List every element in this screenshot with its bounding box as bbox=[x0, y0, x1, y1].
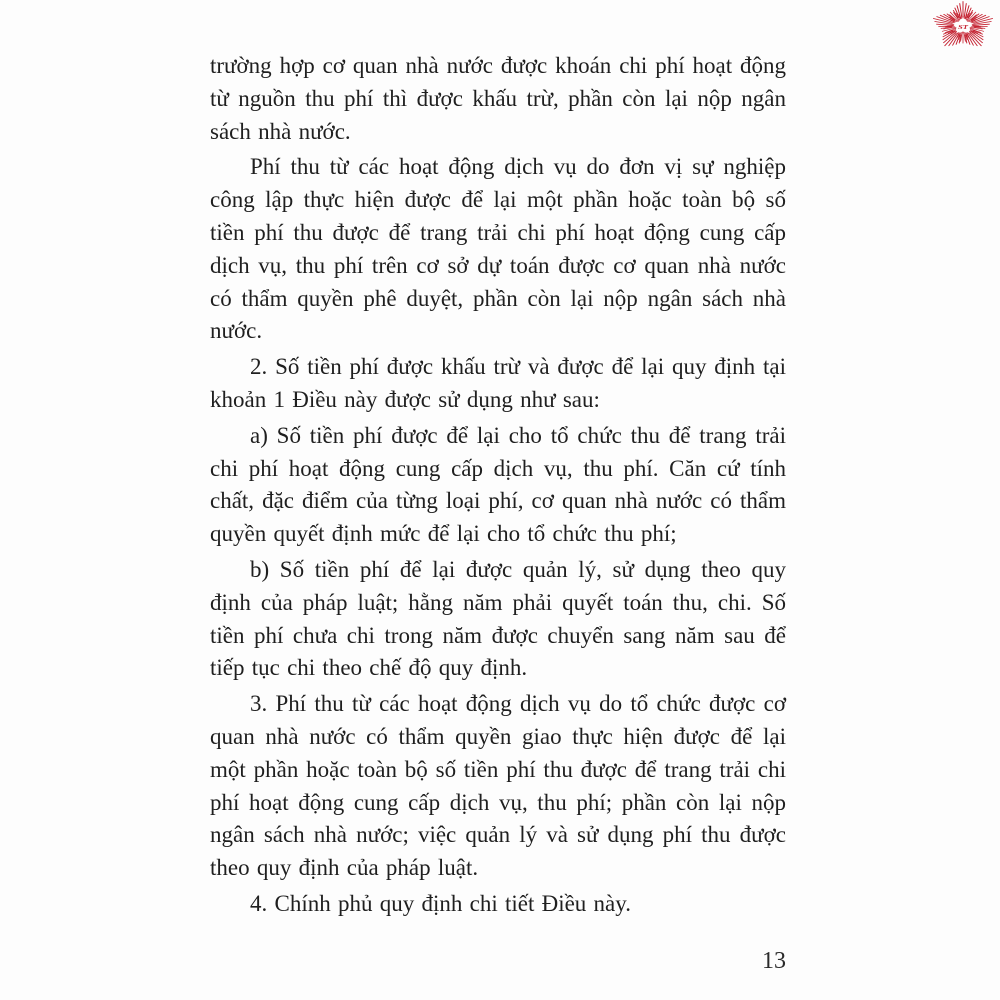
paragraph: Phí thu từ các hoạt động dịch vụ do đơn vị sự nghiệp công lập thực hiện được để lại một phần hoặc toàn bộ số tiền phí thu được để trang trải chi phí hoạt động cung cấp dịch vụ, thu phí trên cơ sở dự toán được cơ quan nhà nước có thẩm quyền phê duyệt, phần còn lại nộp ngân sách nhà nước. bbox=[210, 154, 786, 344]
publisher-star-emblem-icon bbox=[930, 0, 996, 52]
paragraph: 3. Phí thu từ các hoạt động dịch vụ do tổ chức được cơ quan nhà nước có thẩm quyền giao thực hiện được để lại một phần hoặc toàn bộ số tiền phí thu được để trang trải chi phí hoạt động cung cấp dịch vụ, thu phí; phần còn lại nộp ngân sách nhà nước; việc quản lý và sử dụng phí thu được theo quy định của pháp luật. bbox=[210, 691, 786, 881]
paragraph: 4. Chính phủ quy định chi tiết Điều này. bbox=[250, 890, 632, 916]
page-text bbox=[210, 50, 786, 921]
svg-text:ST: ST bbox=[957, 22, 969, 31]
paragraph: a) Số tiền phí được để lại cho tổ chức thu để trang trải chi phí hoạt động cung cấp dịch vụ, thu phí. Căn cứ tính chất, đặc điểm của từng loại phí, cơ quan nhà nước có thẩm quyền quyết định mức để lại cho tổ chức thu phí; bbox=[210, 422, 786, 547]
page-number: 13 bbox=[762, 948, 786, 974]
paragraph: b) Số tiền phí để lại được quản lý, sử dụng theo quy định của pháp luật; hằng năm phải quyết toán thu, chi. Số tiền phí chưa chi trong năm được chuyển sang năm sau để tiếp tục chi theo chế độ quy định. bbox=[210, 556, 786, 681]
paragraph: trường hợp cơ quan nhà nước được khoán chi phí hoạt động từ nguồn thu phí thì được khấu trừ, phần còn lại nộp ngân sách nhà nước. bbox=[210, 53, 786, 144]
paragraph: 2. Số tiền phí được khấu trừ và được để lại quy định tại khoản 1 Điều này được sử dụng như sau: bbox=[210, 354, 786, 412]
